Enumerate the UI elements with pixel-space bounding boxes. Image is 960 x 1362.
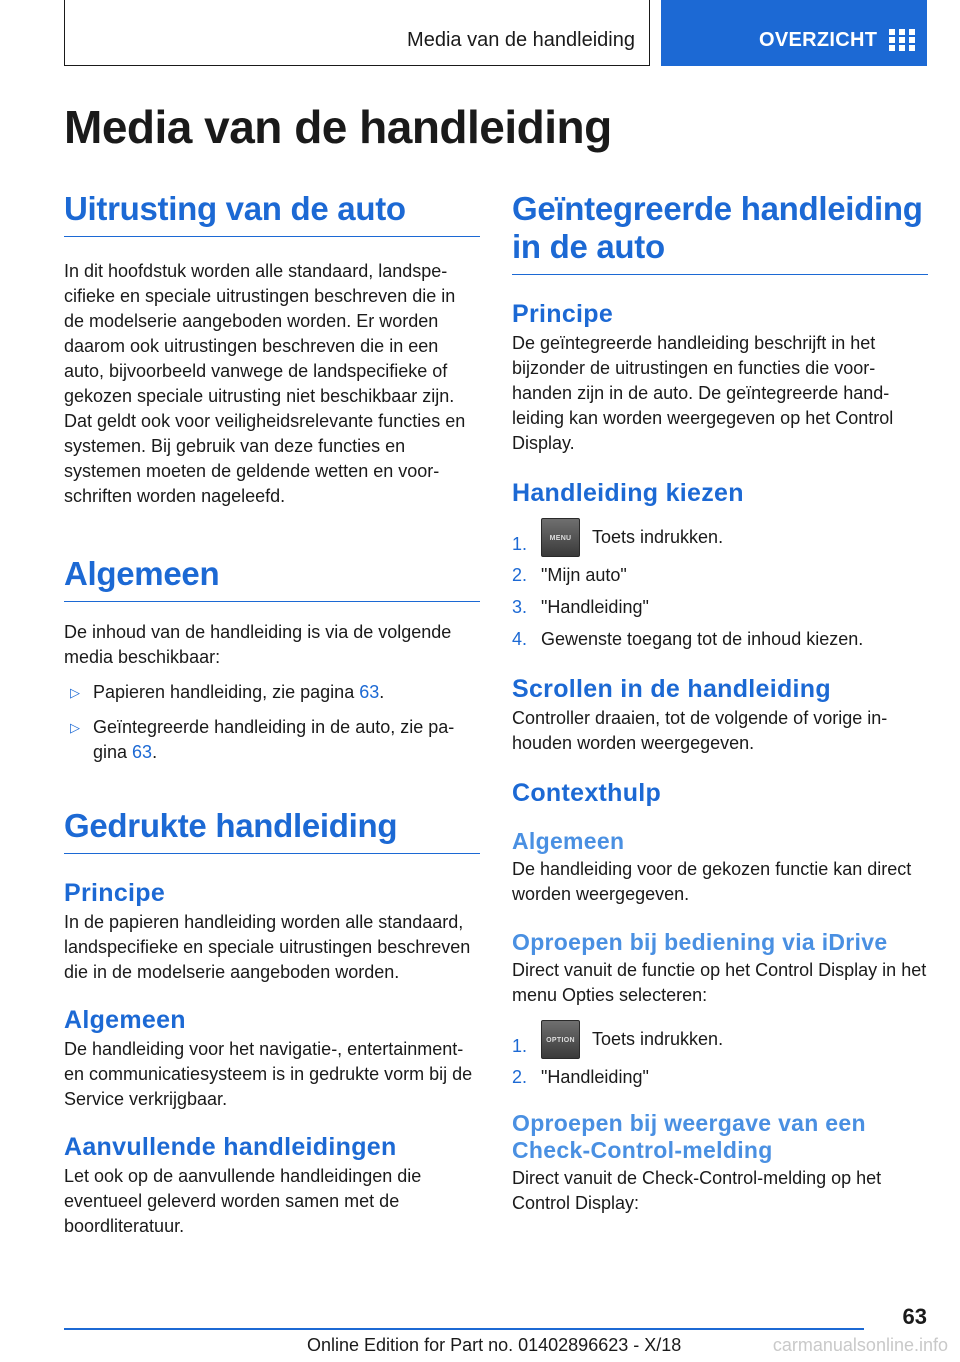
- edition-text: Online Edition for Part no. 01402896623 - X/18: [307, 1335, 682, 1355]
- heading-principe: Principe: [64, 879, 166, 907]
- principe-right-text: De geïntegreerde handleiding beschrijft in het bijzonder de uitrustingen en functies die voorhanden zijn in de auto. De geïntegreerde handleiding kan worden weergegeven op het Control Display.: [512, 333, 894, 453]
- step-number: 2.: [512, 565, 528, 585]
- aanvullend-text: Let ook op de aanvullende handleidingen die eventueel geleverd worden samen met de boordliteratuur.: [64, 1166, 422, 1236]
- heading-algemeen-context: Algemeen: [512, 828, 625, 854]
- step-text: "Handleiding": [541, 1067, 649, 1087]
- right-column: [512, 190, 928, 1216]
- step-item: [512, 518, 928, 557]
- step-text: Toets indrukken.: [592, 527, 724, 547]
- list-item: [64, 715, 480, 765]
- algemeen-context-text: De handleiding voor de gekozen functie kan direct worden weergegeven.: [512, 859, 912, 904]
- header-title-box: [64, 0, 650, 66]
- heading-idrive: Oproepen bij bediening via iDrive: [512, 929, 888, 955]
- triangle-bullet-icon: ▷: [70, 685, 80, 700]
- heading-kiezen: Handleiding kiezen: [512, 479, 744, 507]
- step-item: [512, 1020, 928, 1059]
- list-item: [64, 680, 480, 705]
- page-header: [64, 0, 927, 66]
- left-column: [64, 190, 480, 1239]
- heading-algemeen: Algemeen: [64, 1006, 186, 1034]
- section-title-geintegreerd: Geïntegreerde handleiding in de auto: [512, 190, 928, 275]
- heading-check-control: Oproepen bij weergave van een Check-Control-melding: [512, 1110, 866, 1163]
- step-number: 1.: [512, 534, 528, 554]
- step-number: 1.: [512, 1036, 528, 1056]
- section-title-gedrukt: Gedrukte handleiding: [64, 807, 480, 854]
- algemeen-print-text: De handleiding voor het navigatie-, entertainment- en communicatiesysteem is in gedrukte vorm bij de Service verkrijgbaar.: [64, 1039, 473, 1109]
- step-item: [512, 1065, 928, 1090]
- step-text: "Handleiding": [541, 597, 649, 617]
- triangle-bullet-icon: ▷: [70, 720, 80, 735]
- step-text: "Mijn auto": [541, 565, 627, 585]
- watermark: carmanualsonline.info: [772, 1335, 948, 1355]
- section-title-algemeen: Algemeen: [64, 555, 480, 602]
- overview-label: OVERZICHT: [759, 29, 878, 51]
- heading-contexthulp: Contexthulp: [512, 779, 662, 807]
- grid-icon: [889, 29, 915, 51]
- step-text: Gewenste toegang tot de inhoud kiezen.: [541, 629, 864, 649]
- step-item: [512, 627, 928, 652]
- header-title[interactable]: Media van de handleiding: [407, 29, 635, 51]
- step-number: 4.: [512, 629, 528, 649]
- page-number: 63: [902, 1304, 927, 1329]
- step-item: [512, 563, 928, 588]
- algemeen-text: De inhoud van de handleiding is via de volgende media beschikbaar:: [64, 622, 452, 667]
- uitrusting-text: In dit hoofdstuk worden alle standaard, landspecifieke en speciale uitrustingen beschreven die in de modelserie aangeboden worden. Er worden daarom ook uitrustingen beschreven die in een auto, bijvoorbeeld vanwege de landspecifieke of gekozen speciale uitrusting niet beschikbaar zijn. Dat geldt ook voor veiligheidsrelevante functies en systemen. Bij gebruik van deze functies en systemen moeten de geldende wetten en voorschriften worden nageleefd.: [64, 261, 466, 506]
- bullet-text: Papieren handleiding, zie pagina 63.: [93, 682, 385, 702]
- step-text: Toets indrukken.: [592, 1029, 724, 1049]
- overview-button[interactable]: [661, 0, 927, 66]
- section-title-uitrusting: Uitrusting van de auto: [64, 190, 480, 237]
- check-control-text: Direct vanuit de Check-Control-melding op het Control Display:: [512, 1168, 882, 1213]
- heading-scrollen: Scrollen in de handleiding: [512, 675, 831, 703]
- scrollen-text: Controller draaien, tot de volgende of vorige inhouden worden weergegeven.: [512, 708, 888, 753]
- page-link[interactable]: 63: [132, 742, 153, 762]
- page-link[interactable]: 63: [359, 682, 380, 702]
- principe-text: In de papieren handleiding worden alle standaard, landspecifieke en speciale uitrustingen beschreven die in de modelserie aangeboden worden.: [64, 912, 471, 982]
- menu-button-icon: MENU: [541, 518, 580, 557]
- bullet-text: Geïntegreerde handleiding in de auto, zie pagina 63.: [93, 717, 455, 762]
- step-number: 2.: [512, 1067, 528, 1087]
- idrive-text: Direct vanuit de functie op het Control Display in het menu Opties selecteren:: [512, 960, 927, 1005]
- option-button-icon: OPTION: [541, 1020, 580, 1059]
- heading-principe-right: Principe: [512, 300, 614, 328]
- step-number: 3.: [512, 597, 528, 617]
- page-title: Media van de handleiding: [64, 101, 612, 153]
- step-item: [512, 595, 928, 620]
- footer-divider: [64, 1328, 864, 1330]
- heading-aanvullend: Aanvullende handleidingen: [64, 1133, 397, 1161]
